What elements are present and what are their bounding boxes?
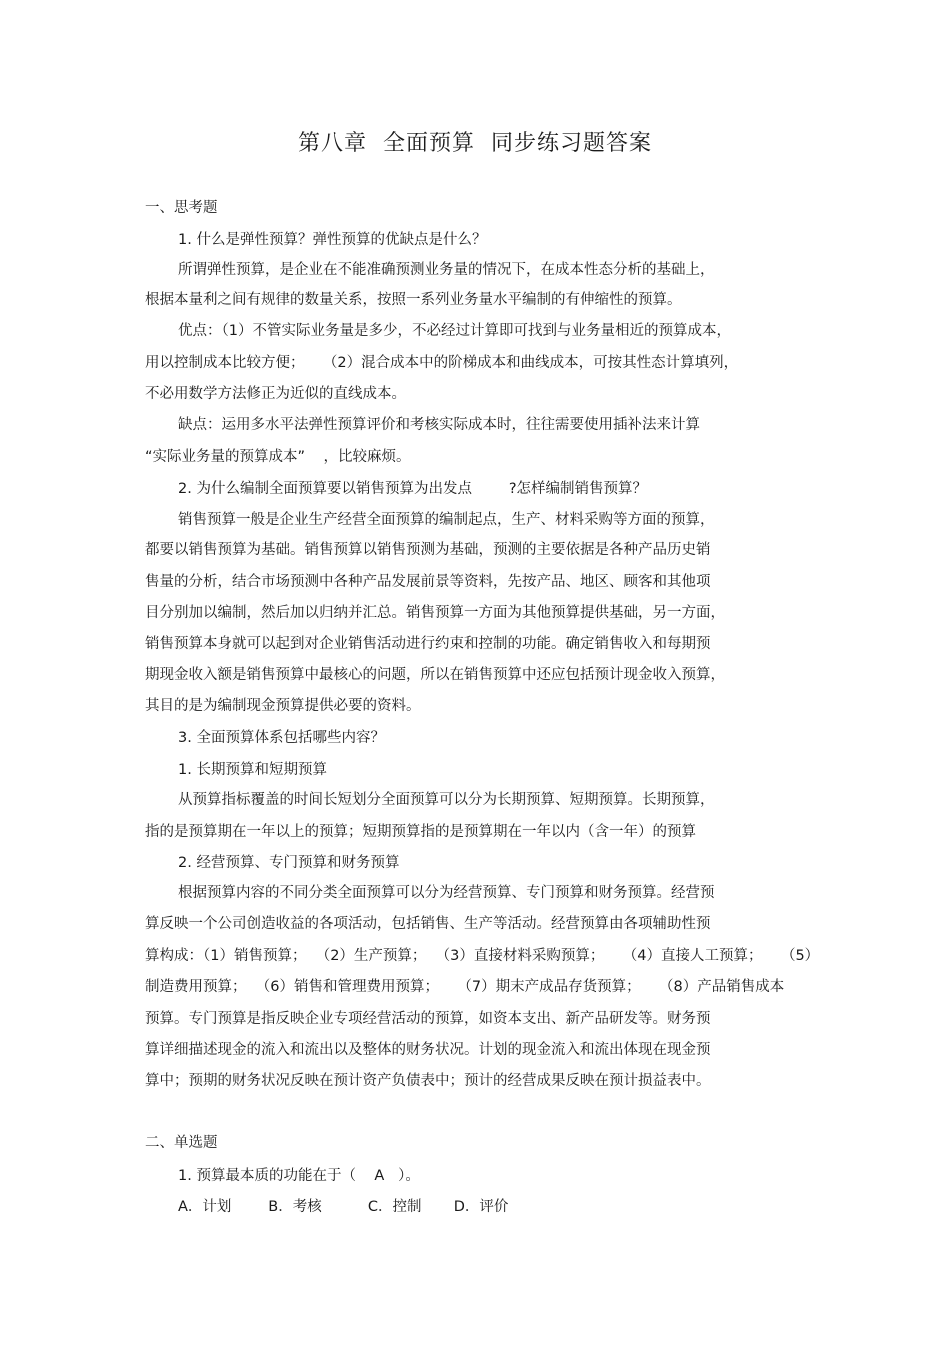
paragraph-line: 算详细描述现金的流入和流出以及整体的财务状况。计划的现金流入和流出体现在现金预 [145, 1042, 711, 1058]
mcq-question-1: 1. 预算最本质的功能在于（ A ）。 [178, 1168, 420, 1184]
paragraph-line: 根据本量利之间有规律的数量关系，按照一系列业务量水平编制的有伸缩性的预算。 [145, 292, 682, 308]
paragraph-line: 算中；预期的财务状况反映在预计资产负债表中；预计的经营成果反映在预计损益表中。 [145, 1073, 711, 1089]
section-heading-thinking: 一、思考题 [145, 200, 218, 216]
paragraph-line: 算反映一个公司创造收益的各项活动，包括销售、生产等活动。经营预算由各项辅助性预 [145, 916, 711, 932]
subheading: 1. 长期预算和短期预算 [178, 762, 327, 778]
question-3: 3. 全面预算体系包括哪些内容？ [178, 730, 385, 746]
subheading: 2. 经营预算、专门预算和财务预算 [178, 855, 400, 871]
paragraph-line: 所谓弹性预算，是企业在不能准确预测业务量的情况下，在成本性态分析的基础上， [178, 262, 715, 278]
paragraph-line: 售量的分析，结合市场预测中各种产品发展前景等资料，先按产品、地区、顾客和其他项 [145, 574, 711, 590]
paragraph-line: 销售预算本身就可以起到对企业销售活动进行约束和控制的功能。确定销售收入和每期预 [145, 636, 711, 652]
question-2: 2. 为什么编制全面预算要以销售预算为出发点 ?怎样编制销售预算？ [178, 481, 648, 497]
paragraph-line: 用以控制成本比较方便； （2）混合成本中的阶梯成本和曲线成本，可按其性态计算填列， [145, 355, 739, 371]
paragraph-line: 缺点：运用多水平法弹性预算评价和考核实际成本时，往往需要使用插补法来计算 [178, 417, 700, 433]
paragraph-line: 预算。专门预算是指反映企业专项经营活动的预算，如资本支出、新产品研发等。财务预 [145, 1011, 711, 1027]
paragraph-line: 算构成：（1）销售预算； （2）生产预算； （3）直接材料采购预算； （4）直接人工预算； （5） [145, 948, 820, 964]
paragraph-line: 销售预算一般是企业生产经营全面预算的编制起点，生产、材料采购等方面的预算， [178, 512, 715, 528]
paragraph-line: 从预算指标覆盖的时间长短划分全面预算可以分为长期预算、短期预算。长期预算， [178, 792, 715, 808]
paragraph-line: “实际业务量的预算成本” ，比较麻烦。 [145, 449, 411, 465]
paragraph-line: 期现金收入额是销售预算中最核心的问题，所以在销售预算中还应包括预计现金收入预算， [145, 667, 725, 683]
section-heading-single-choice: 二、单选题 [145, 1135, 218, 1151]
question-1: 1. 什么是弹性预算？弹性预算的优缺点是什么？ [178, 232, 487, 248]
paragraph-line: 根据预算内容的不同分类全面预算可以分为经营预算、专门预算和财务预算。经营预 [178, 885, 715, 901]
paragraph-line: 其目的是为编制现金预算提供必要的资料。 [145, 698, 421, 714]
paragraph-line: 优点：（1）不管实际业务量是多少，不必经过计算即可找到与业务量相近的预算成本， [178, 323, 731, 339]
paragraph-line: 制造费用预算； （6）销售和管理费用预算； （7）期末产成品存货预算； （8）产品销售成本 [145, 979, 785, 995]
paragraph-line: 不必用数学方法修正为近似的直线成本。 [145, 386, 406, 402]
mcq-options: A．计划 B．考核 C．控制 D．评价 [178, 1199, 509, 1215]
paragraph-line: 目分别加以编制，然后加以归纳并汇总。销售预算一方面为其他预算提供基础，另一方面， [145, 605, 725, 621]
paragraph-line: 指的是预算期在一年以上的预算；短期预算指的是预算期在一年以内（含一年）的预算 [145, 824, 696, 840]
page-title: 第八章 全面预算 同步练习题答案 [298, 131, 652, 156]
paragraph-line: 都要以销售预算为基础。销售预算以销售预测为基础，预测的主要依据是各种产品历史销 [145, 542, 711, 558]
